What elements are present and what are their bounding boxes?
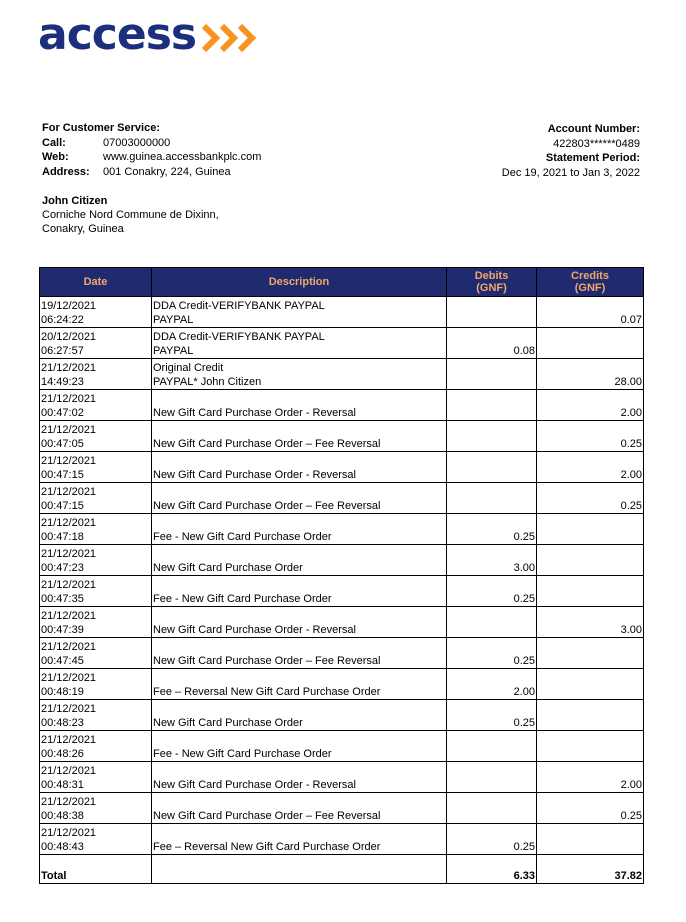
transaction-date: 21/12/2021	[41, 579, 97, 591]
credit-cell	[537, 824, 644, 855]
credit-cell: 2.00	[537, 390, 644, 421]
description-cell	[152, 731, 447, 762]
debit-cell	[447, 762, 537, 793]
debit-cell: 0.25	[447, 700, 537, 731]
transaction-time: 00:47:05	[41, 437, 84, 450]
table-row	[40, 545, 644, 576]
customer-name: John Citizen	[42, 195, 108, 207]
logo-wordmark: access	[38, 9, 197, 60]
debit-cell: 0.25	[447, 576, 537, 607]
date-cell	[40, 638, 152, 669]
customer-address-block	[42, 194, 219, 236]
logo-arrows-icon	[202, 23, 258, 53]
transaction-time: 00:47:15	[41, 499, 84, 512]
transaction-time: 00:48:23	[41, 716, 84, 729]
customer-service-heading: For Customer Service:	[42, 122, 160, 134]
transaction-date: 21/12/2021	[41, 734, 97, 746]
debit-cell	[447, 297, 537, 328]
credits-header-unit: (GNF)	[574, 282, 606, 294]
description-line2: PAYPAL	[153, 313, 194, 326]
table-row	[40, 514, 644, 545]
transaction-time: 06:24:22	[41, 313, 84, 326]
account-number-label: Account Number:	[547, 123, 640, 135]
description-cell	[152, 824, 447, 855]
credit-cell: 3.00	[537, 607, 644, 638]
table-row	[40, 824, 644, 855]
date-column-header: Date	[40, 268, 152, 297]
debit-cell	[447, 390, 537, 421]
description-line2: New Gift Card Purchase Order - Reversal	[153, 406, 356, 419]
address-label: Address:	[42, 165, 90, 178]
description-line2: New Gift Card Purchase Order - Reversal	[153, 778, 356, 791]
table-row	[40, 762, 644, 793]
description-cell	[152, 452, 447, 483]
table-row	[40, 359, 644, 390]
table-header-row	[40, 268, 644, 297]
table-row	[40, 731, 644, 762]
date-cell	[40, 421, 152, 452]
transaction-time: 06:27:57	[41, 344, 84, 357]
description-cell	[152, 700, 447, 731]
description-cell	[152, 483, 447, 514]
table-row	[40, 297, 644, 328]
debit-cell	[447, 421, 537, 452]
date-cell	[40, 700, 152, 731]
description-line2: PAYPAL	[153, 344, 194, 357]
statement-period-value: Dec 19, 2021 to Jan 3, 2022	[501, 166, 640, 179]
table-row	[40, 483, 644, 514]
transaction-time: 00:47:35	[41, 592, 84, 605]
table-row	[40, 700, 644, 731]
description-cell	[152, 669, 447, 700]
description-line2: New Gift Card Purchase Order - Reversal	[153, 623, 356, 636]
transaction-time: 00:47:02	[41, 406, 84, 419]
access-logo	[38, 10, 258, 60]
date-cell	[40, 483, 152, 514]
debit-cell	[447, 607, 537, 638]
description-column-header: Description	[152, 268, 447, 297]
debit-cell	[447, 793, 537, 824]
call-label: Call:	[42, 136, 66, 149]
date-cell	[40, 545, 152, 576]
table-row	[40, 607, 644, 638]
description-cell	[152, 390, 447, 421]
transaction-date: 21/12/2021	[41, 703, 97, 715]
transaction-date: 21/12/2021	[41, 393, 97, 405]
debit-cell: 0.25	[447, 638, 537, 669]
description-cell	[152, 421, 447, 452]
transaction-time: 00:48:31	[41, 778, 84, 791]
transaction-date: 21/12/2021	[41, 796, 97, 808]
date-cell	[40, 607, 152, 638]
date-cell	[40, 514, 152, 545]
debits-header-label: Debits	[474, 270, 509, 282]
debit-cell	[447, 452, 537, 483]
transaction-time: 00:47:18	[41, 530, 84, 543]
description-line2: New Gift Card Purchase Order - Reversal	[153, 468, 356, 481]
description-line2: Fee – Reversal New Gift Card Purchase Order	[153, 840, 381, 853]
transaction-date: 19/12/2021	[41, 300, 97, 312]
transaction-time: 00:47:15	[41, 468, 84, 481]
description-line2: Fee - New Gift Card Purchase Order	[153, 530, 332, 543]
total-label: Total	[40, 855, 152, 884]
debit-cell: 2.00	[447, 669, 537, 700]
description-line2: New Gift Card Purchase Order	[153, 561, 303, 574]
customer-address-line2: Conakry, Guinea	[42, 223, 124, 235]
credit-cell	[537, 731, 644, 762]
statement-period-label: Statement Period:	[545, 152, 640, 164]
credit-cell: 0.25	[537, 483, 644, 514]
transaction-date: 21/12/2021	[41, 827, 97, 839]
total-row	[40, 855, 644, 884]
credit-cell: 0.25	[537, 421, 644, 452]
description-line2: New Gift Card Purchase Order – Fee Reversal	[153, 654, 381, 667]
transaction-time: 00:47:45	[41, 654, 84, 667]
table-row	[40, 390, 644, 421]
date-cell	[40, 328, 152, 359]
description-line1: Original Credit	[153, 362, 224, 374]
description-cell	[152, 545, 447, 576]
credit-cell: 2.00	[537, 452, 644, 483]
credit-cell: 2.00	[537, 762, 644, 793]
transaction-date: 21/12/2021	[41, 362, 97, 374]
credits-column-header	[537, 268, 644, 297]
description-cell	[152, 793, 447, 824]
description-line1: DDA Credit-VERIFYBANK PAYPAL	[153, 300, 325, 312]
date-cell	[40, 793, 152, 824]
transaction-date: 21/12/2021	[41, 486, 97, 498]
web-value: www.guinea.accessbankplc.com	[103, 151, 262, 163]
transaction-time: 00:48:26	[41, 747, 84, 760]
address-value: 001 Conakry, 224, Guinea	[103, 165, 231, 178]
description-line2: Fee - New Gift Card Purchase Order	[153, 747, 332, 760]
total-description-cell	[152, 855, 447, 884]
table-row	[40, 576, 644, 607]
table-row	[40, 793, 644, 824]
debit-cell	[447, 731, 537, 762]
call-value: 07003000000	[103, 136, 171, 149]
total-credit: 37.82	[537, 855, 644, 884]
transaction-time: 00:47:39	[41, 623, 84, 636]
description-line2: New Gift Card Purchase Order – Fee Reversal	[153, 499, 381, 512]
date-cell	[40, 731, 152, 762]
description-line2: New Gift Card Purchase Order – Fee Reversal	[153, 437, 381, 450]
transaction-time: 00:47:23	[41, 561, 84, 574]
description-line2: New Gift Card Purchase Order	[153, 716, 303, 729]
transaction-date: 21/12/2021	[41, 517, 97, 529]
debits-column-header	[447, 268, 537, 297]
total-debit: 6.33	[447, 855, 537, 884]
debit-cell	[447, 483, 537, 514]
transaction-date: 21/12/2021	[41, 765, 97, 777]
transaction-date: 21/12/2021	[41, 548, 97, 560]
date-cell	[40, 390, 152, 421]
description-line2: Fee - New Gift Card Purchase Order	[153, 592, 332, 605]
credit-cell	[537, 669, 644, 700]
credit-cell	[537, 328, 644, 359]
credit-cell	[537, 700, 644, 731]
credit-cell	[537, 576, 644, 607]
date-cell	[40, 359, 152, 390]
debit-cell: 0.25	[447, 514, 537, 545]
debit-cell: 0.08	[447, 328, 537, 359]
description-cell	[152, 359, 447, 390]
web-label: Web:	[42, 151, 69, 163]
table-row	[40, 421, 644, 452]
customer-address-line1: Corniche Nord Commune de Dixinn,	[42, 209, 219, 221]
description-line2: PAYPAL* John Citizen	[153, 375, 262, 388]
credit-cell	[537, 545, 644, 576]
table-row	[40, 638, 644, 669]
debits-header-unit: (GNF)	[476, 282, 507, 294]
date-cell	[40, 669, 152, 700]
table-row	[40, 669, 644, 700]
transactions-table	[39, 267, 644, 884]
description-cell	[152, 328, 447, 359]
transactions-body	[40, 297, 644, 855]
transaction-date: 21/12/2021	[41, 641, 97, 653]
transaction-time: 00:48:38	[41, 809, 84, 822]
description-line2: Fee – Reversal New Gift Card Purchase Order	[153, 685, 381, 698]
account-info-block	[502, 122, 640, 180]
transaction-time: 00:48:43	[41, 840, 84, 853]
debit-cell: 0.25	[447, 824, 537, 855]
credit-cell	[537, 638, 644, 669]
date-cell	[40, 452, 152, 483]
date-cell	[40, 576, 152, 607]
debit-cell	[447, 359, 537, 390]
credit-cell: 0.25	[537, 793, 644, 824]
transaction-date: 21/12/2021	[41, 424, 97, 436]
transaction-date: 21/12/2021	[41, 672, 97, 684]
transaction-date: 21/12/2021	[41, 610, 97, 622]
credit-cell: 28.00	[537, 359, 644, 390]
credits-header-label: Credits	[571, 270, 609, 282]
table-row	[40, 452, 644, 483]
debit-cell: 3.00	[447, 545, 537, 576]
description-cell	[152, 297, 447, 328]
table-row	[40, 328, 644, 359]
transaction-time: 14:49:23	[41, 375, 84, 388]
description-cell	[152, 576, 447, 607]
credit-cell: 0.07	[537, 297, 644, 328]
description-cell	[152, 638, 447, 669]
description-cell	[152, 762, 447, 793]
credit-cell	[537, 514, 644, 545]
description-cell	[152, 514, 447, 545]
description-cell	[152, 607, 447, 638]
transaction-time: 00:48:19	[41, 685, 84, 698]
transaction-date: 21/12/2021	[41, 455, 97, 467]
date-cell	[40, 297, 152, 328]
account-number-value: 422803******0489	[553, 137, 640, 150]
date-cell	[40, 824, 152, 855]
customer-service-block	[42, 121, 261, 179]
description-line2: New Gift Card Purchase Order – Fee Reversal	[153, 809, 381, 822]
date-cell	[40, 762, 152, 793]
description-line1: DDA Credit-VERIFYBANK PAYPAL	[153, 331, 325, 343]
transaction-date: 20/12/2021	[41, 331, 97, 343]
